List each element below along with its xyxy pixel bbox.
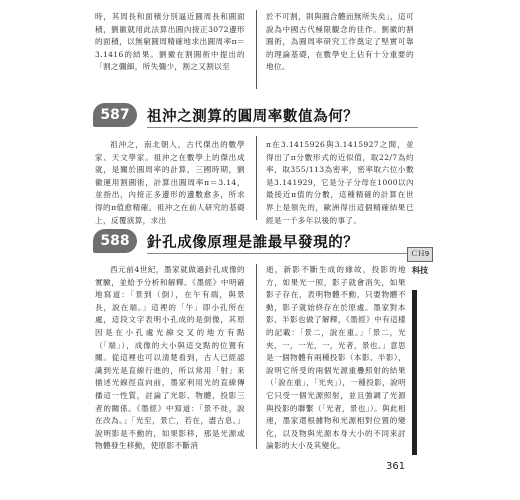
section-title: 祖沖之測算的圓周率數值為何？ [147,108,359,125]
section-number-badge: 587 [93,103,137,127]
chapter-tab [404,247,436,277]
chapter-badge: ＣＨ9 [407,247,433,262]
section-587-column-divider [256,136,257,220]
page-number: 361 [386,461,406,472]
chapter-label: 科技 [412,266,428,275]
chapter-side-bar [412,290,417,455]
section-underline [147,127,418,128]
section-underline [147,253,418,254]
section-588-right-paragraph: 逝，新影不斷生成的緣故，投影的地方，如果光一照，影子就會消失，如果影子存在，表明物體不動，只要物體不動，影子就始終存在於原處。墨家對本影、半影也做了解釋，《墨經》中有這樣的記載：「景二，說在重。」「景二，光夾，一，一光，一，光者，景也。」意思是一個物體有兩種投影（本影、半影），說明它所受的兩個光源重疊照射的結果（「說在重」，「光夾」），一種投影，說明它只受一個光源照射，並且強調了光源與投影的聯繫（「光者，景也」）。與此相連，墨家還根據物和光源相對位置的變化，以及物與光源本身大小的不同來討論影的大小及其變化。 [266,265,406,451]
section-587-right-paragraph: π在3.1415926與3.1415927之間，並得出了π分數形式的近似值，取22/7為約率，取355/113為密率，密率取六位小數是3.141929，它是分子分母在1000以內最接近π值的分數，這種精確的計算在世界上是領先的，歐洲得出這個精確結果已經是一千多年以後的事了。 [266,140,414,225]
top-left-paragraph: 時，其周長和面積分別逼近圓周長和圓面積，劉徽就用此法算出圓內接正3072邊形的面積，以無窮圓周精確地求出圓周率π＝3.1416的結果。劉徽在割圓術中提出的「割之彌細，所失彌少，割之又割以至 [95,12,245,72]
section-587-left-paragraph: 祖沖之，南北朝人，古代傑出的數學家、天文學家。祖沖之在數學上的傑出成就，是關於圓周率的計算，三國時期，劉徽運用割圓術，計算出圓周率π＝3.14，並指出，內接正多邊形的邊數愈多，所求得的π值愈精確。祖沖之在前人研究的基礎上，反覆演算，求出 [95,140,245,225]
section-number-badge: 588 [93,229,137,253]
section-587-header [93,100,418,130]
section-588-header [93,226,418,256]
section-588-left-paragraph: 西元前4世紀，墨家就做過針孔成像的實驗，並給予分析和解釋。《墨經》中明確地寫道：「景到（倒），在午有端，與景長，說在端。」這裡的「午」即小孔所在處，這段文字表明小孔成的是倒像，其原因是在小孔處光線交叉的地方有點（「端」），成像的大小與這交點的位置有關。從這裡也可以清楚看到，古人已經認識到光是直線行進的，所以常用「射」來描述光線徑直向前，墨家利用光的直線傳播這一性質，討論了光影、物體、投影三者的關係。《墨經》中寫道：「景不徙，說在改為。」「光至，景亡，若在，盡古息。」說明影是不動的，如果影移，那是光源或物體發生移動，使原影不斷消 [95,265,245,451]
section-title: 針孔成像原理是誰最早發現的？ [147,234,359,251]
top-right-paragraph: 於不可割，則與圓合體而無所失矣」，這可說為中國古代極限觀念的佳作。劉徽的割圓術，為圓周率研究工作奠定了堅實可靠的理論基礎，在數學史上佔有十分重要的地位。 [266,12,414,72]
section-588-column-divider [256,264,257,449]
top-column-divider [256,10,257,89]
